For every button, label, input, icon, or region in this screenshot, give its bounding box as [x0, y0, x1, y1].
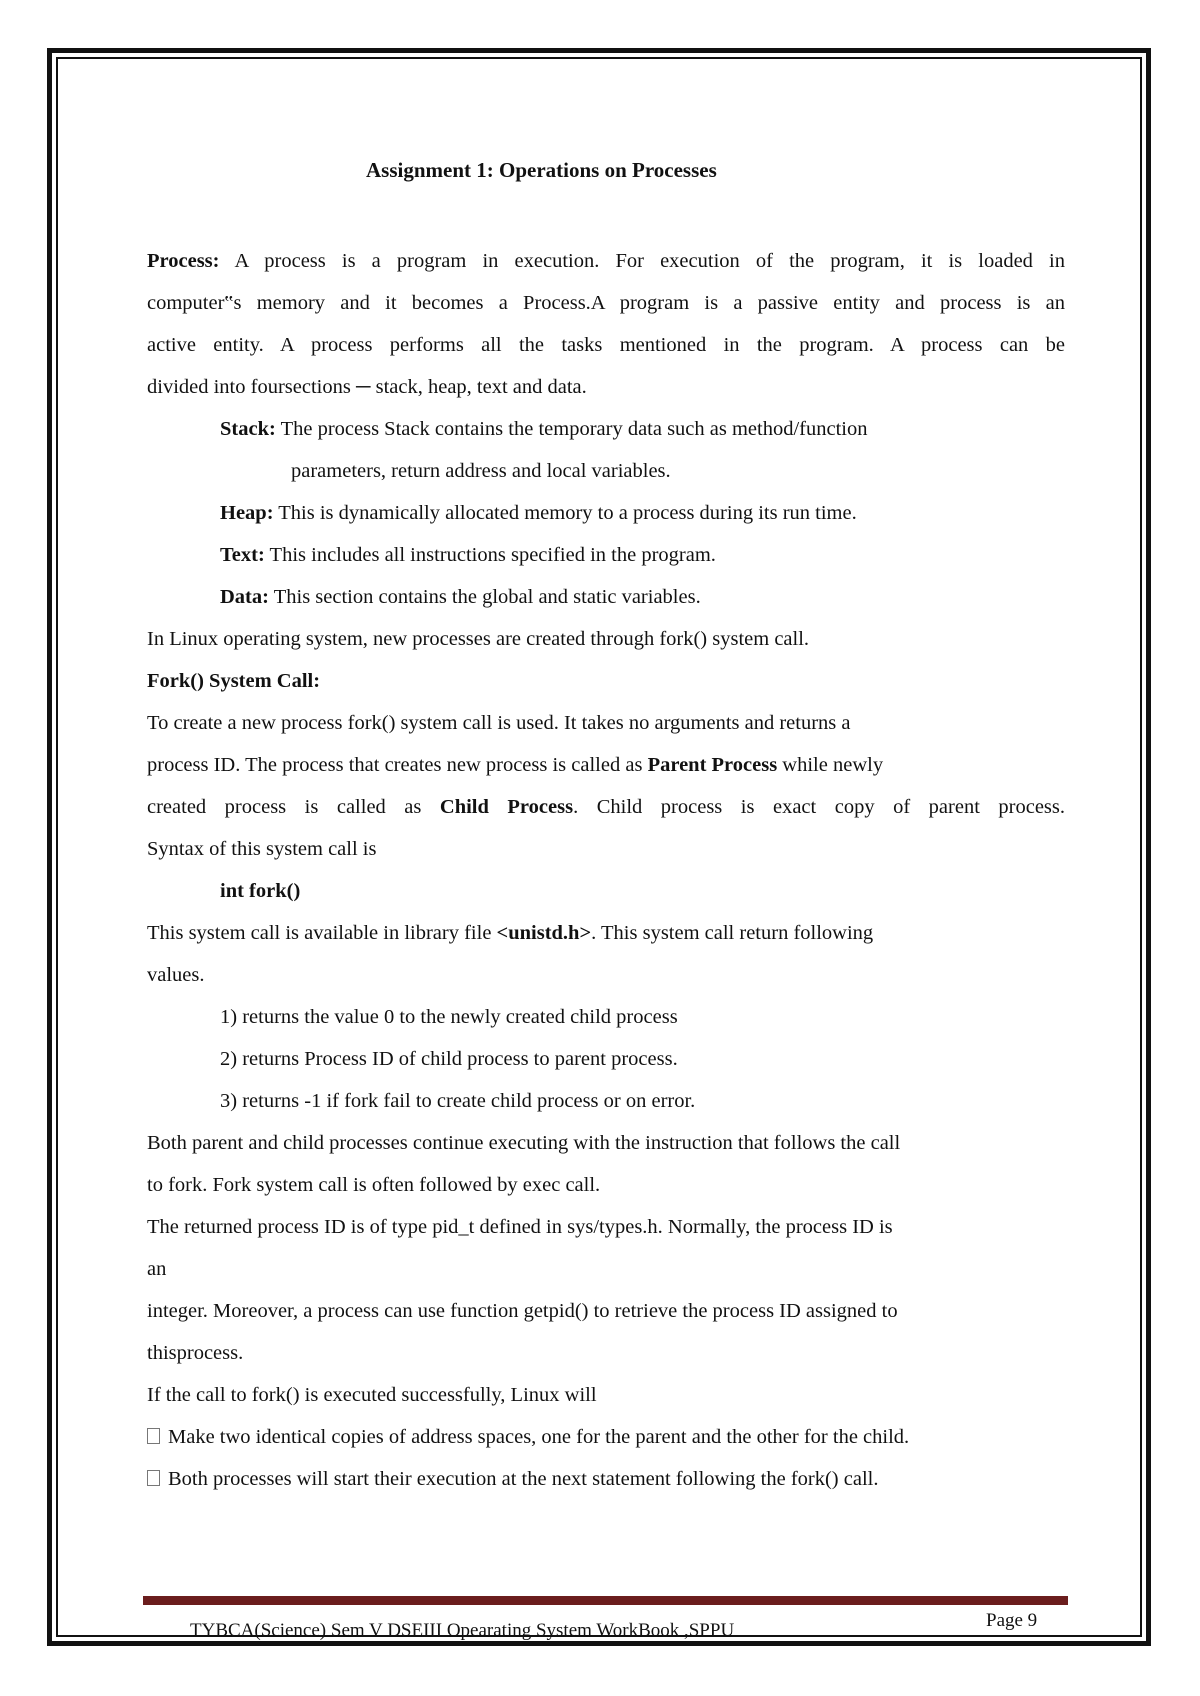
both-line-2: to fork. Fork system call is often followed by exec call. — [147, 1174, 601, 1196]
page-number: Page 9 — [986, 1610, 1038, 1631]
fork-heading: Fork() System Call: — [147, 670, 321, 692]
document-body — [147, 240, 1065, 1500]
syntax-line: int fork() — [220, 880, 301, 902]
pid-line-4: thisprocess. — [147, 1342, 244, 1364]
return-item-1: 1) returns the value 0 to the newly created child process — [220, 1006, 678, 1028]
linux-line: In Linux operating system, new processes are created through fork() system call. — [147, 628, 810, 650]
term-process: Process: — [147, 250, 220, 272]
term-parent-process: Parent Process — [647, 754, 778, 776]
bullet-item-2: Both processes will start their execution at the next statement following the fork() call. — [147, 1458, 1065, 1500]
footer-divider — [143, 1596, 1068, 1605]
bullet-box-icon — [147, 1428, 160, 1444]
section-heap: Heap: This is dynamically allocated memory to a process during its run time. — [220, 502, 857, 524]
section-stack-cont: parameters, return address and local variables. — [291, 460, 671, 482]
return-item-3: 3) returns -1 if fork fail to create child process or on error. — [220, 1090, 696, 1112]
section-data: Data: This section contains the global and static variables. — [220, 586, 701, 608]
intro-line-1: Process: A process is a program in execution. For execution of the program, it is loaded in — [147, 250, 1065, 272]
pid-line-2: an — [147, 1258, 167, 1280]
header-name: <unistd.h> — [496, 922, 592, 944]
pid-line-3: integer. Moreover, a process can use function getpid() to retrieve the process ID assigned to — [147, 1300, 898, 1322]
section-text: Text: This includes all instructions specified in the program. — [220, 544, 716, 566]
fork-line-2: process ID. The process that creates new process is called as Parent Process while newly — [147, 754, 884, 776]
intro-line-2: computer‟s memory and it becomes a Process.A program is a passive entity and process is an — [147, 292, 1065, 314]
section-stack: Stack: The process Stack contains the temporary data such as method/function — [220, 418, 868, 440]
intro-line-4: divided into foursections ─ stack, heap, text and data. — [147, 376, 587, 398]
bullet-box-icon — [147, 1470, 160, 1486]
fork-line-4: Syntax of this system call is — [147, 838, 377, 860]
term-child-process: Child Process — [439, 796, 574, 818]
success-line: If the call to fork() is executed successfully, Linux will — [147, 1384, 597, 1406]
fork-line-3: created process is called as Child Process. Child process is exact copy of parent process. — [147, 796, 1065, 818]
intro-line-3: active entity. A process performs all the tasks mentioned in the program. A process can be — [147, 334, 1065, 356]
fork-line-1: To create a new process fork() system call is used. It takes no arguments and returns a — [147, 712, 851, 734]
pid-line-1: The returned process ID is of type pid_t defined in sys/types.h. Normally, the process ID is — [147, 1216, 893, 1238]
both-line-1: Both parent and child processes continue executing with the instruction that follows the call — [147, 1132, 901, 1154]
page-title: Assignment 1: Operations on Processes — [366, 158, 717, 182]
library-line-2: values. — [147, 964, 205, 986]
bullet-item-1: Make two identical copies of address spaces, one for the parent and the other for the child. — [147, 1416, 1065, 1458]
footer-text: TYBCA(Science) Sem V DSEIII Opearating System WorkBook ,SPPU — [190, 1620, 735, 1641]
return-item-2: 2) returns Process ID of child process to parent process. — [220, 1048, 678, 1070]
library-line-1: This system call is available in library file <unistd.h>. This system call return following — [147, 922, 874, 944]
